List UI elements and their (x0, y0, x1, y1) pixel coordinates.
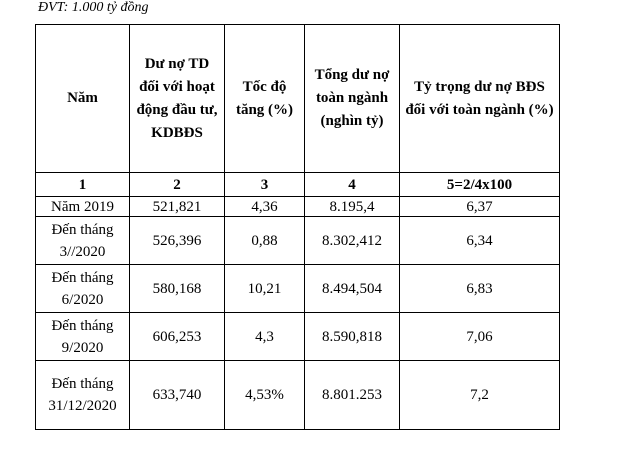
table-row (36, 265, 560, 313)
table-row (36, 197, 560, 217)
cell-share: 6,83 (400, 265, 560, 313)
credit-table (35, 24, 560, 430)
index-cell: 4 (305, 173, 400, 197)
header-year: Năm (36, 25, 130, 173)
index-cell: 2 (130, 173, 225, 197)
table-row (36, 217, 560, 265)
cell-total: 8.302,412 (305, 217, 400, 265)
cell-share: 6,34 (400, 217, 560, 265)
cell-total: 8.801.253 (305, 361, 400, 430)
cell-credit: 580,168 (130, 265, 225, 313)
table-index-row (36, 173, 560, 197)
cell-year: Đến tháng 3//2020 (36, 217, 130, 265)
index-cell: 3 (225, 173, 305, 197)
cell-growth: 0,88 (225, 217, 305, 265)
header-growth: Tốc độ tăng (%) (225, 25, 305, 173)
cell-credit: 521,821 (130, 197, 225, 217)
header-total: Tổng dư nợ toàn ngành (nghìn tỷ) (305, 25, 400, 173)
cell-growth: 4,53% (225, 361, 305, 430)
cell-credit: 606,253 (130, 313, 225, 361)
index-cell: 1 (36, 173, 130, 197)
table-row (36, 313, 560, 361)
cell-year: Đến tháng 6/2020 (36, 265, 130, 313)
cell-credit: 526,396 (130, 217, 225, 265)
cell-share: 7,06 (400, 313, 560, 361)
cell-growth: 4,3 (225, 313, 305, 361)
cell-total: 8.195,4 (305, 197, 400, 217)
cell-share: 6,37 (400, 197, 560, 217)
cell-share: 7,2 (400, 361, 560, 430)
cell-year: Năm 2019 (36, 197, 130, 217)
cell-year: Đến tháng 31/12/2020 (36, 361, 130, 430)
cell-year: Đến tháng 9/2020 (36, 313, 130, 361)
cell-credit: 633,740 (130, 361, 225, 430)
cell-growth: 4,36 (225, 197, 305, 217)
cell-total: 8.590,818 (305, 313, 400, 361)
table-row (36, 361, 560, 430)
cell-growth: 10,21 (225, 265, 305, 313)
unit-note: ĐVT: 1.000 tỷ đồng (38, 0, 149, 15)
table-header-row (36, 25, 560, 173)
header-share: Tỷ trọng dư nợ BĐS đối với toàn ngành (%) (400, 25, 560, 173)
index-cell: 5=2/4x100 (400, 173, 560, 197)
cell-total: 8.494,504 (305, 265, 400, 313)
header-credit: Dư nợ TD đối với hoạt động đầu tư, KDBĐS (130, 25, 225, 173)
